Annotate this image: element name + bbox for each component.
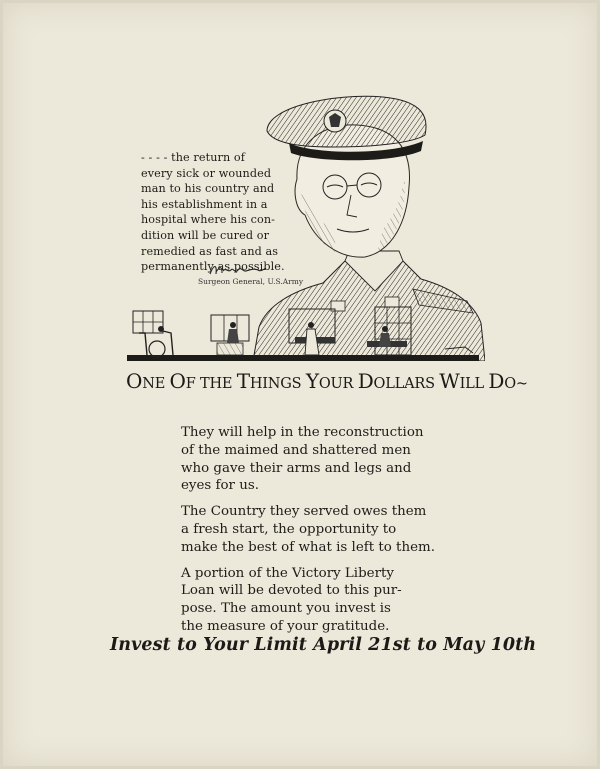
body-line: make the best of what is left to them. (181, 539, 435, 555)
headline (126, 369, 528, 393)
quote-line: man to his country and (141, 182, 275, 196)
headline-part: D (357, 369, 374, 393)
headline-part: ILL (459, 376, 489, 392)
poster-sheet (3, 3, 597, 766)
headline-part: O~ (504, 376, 528, 392)
quote-line: hospital where his con- (141, 213, 276, 227)
body-line: the measure of your gratitude. (181, 618, 390, 634)
quote-line: his establishment in a (141, 197, 268, 211)
quote-line: every sick or wounded (141, 166, 272, 180)
body-line: of the maimed and shattered men (181, 442, 411, 458)
headline-part: OLLARS (373, 376, 440, 392)
hospital-scene-image (125, 303, 481, 369)
quote-line: permanently as possible. (141, 260, 285, 274)
body-line: eyes for us. (181, 478, 259, 494)
body-line: pose. The amount you invest is (181, 601, 391, 617)
quote-line: dition will be cured or (141, 228, 270, 242)
quote-line: - - - - the return of (141, 151, 245, 164)
headline-part: W (439, 369, 460, 393)
body-line: who gave their arms and legs and (181, 460, 412, 476)
headline-part: OUR (318, 376, 358, 392)
body-text (181, 424, 435, 644)
headline-part: HINGS (249, 376, 306, 392)
quote-block (141, 150, 285, 275)
paragraph-fresh-start (181, 503, 435, 556)
body-line: The Country they served owes them (181, 504, 427, 520)
headline-part: NE (142, 376, 170, 392)
quote-line: remedied as fast and as (141, 244, 279, 258)
invest-footer: Invest to Your Limit April 21st to May 10th (110, 635, 537, 655)
headline-part: O (126, 369, 143, 393)
headline-part: Y (305, 369, 319, 393)
body-line: A portion of the Victory Liberty (181, 565, 394, 581)
headline-part: F THE (185, 376, 237, 392)
headline-part: T (236, 369, 250, 393)
headline-part: O (169, 369, 186, 393)
paragraph-reconstruction (181, 424, 424, 495)
paragraph-victory-loan (181, 565, 421, 636)
body-line: a fresh start, the opportunity to (181, 521, 397, 537)
headline-part: D (488, 369, 505, 393)
quote-credit: Surgeon General, U.S.Army (198, 277, 304, 286)
body-line: Loan will be devoted to this pur- (181, 583, 402, 599)
body-line: They will help in the reconstruction (181, 425, 424, 440)
